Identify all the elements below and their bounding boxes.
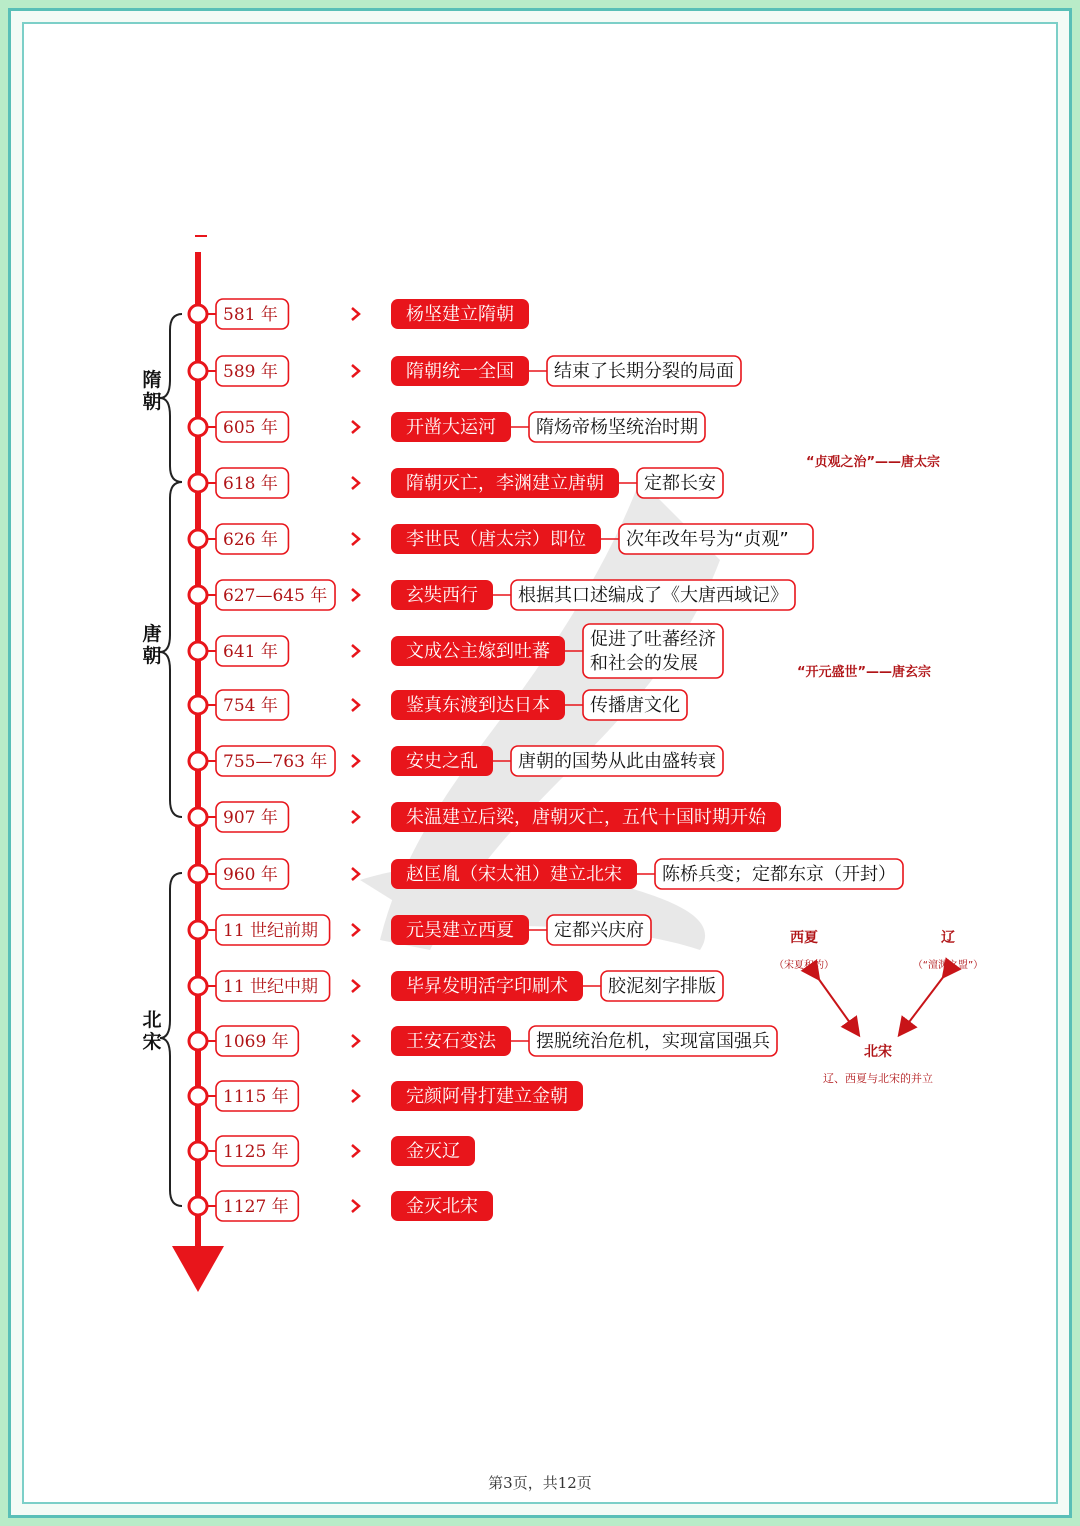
timeline-row [189,802,781,832]
chevron-right-icon [352,1200,359,1212]
relation-diagram [774,929,983,1085]
brace-sui [160,314,182,482]
event-label: 王安石变法 [406,1031,496,1052]
event-label: 文成公主嫁到吐蕃 [406,641,550,662]
timeline-row [189,1191,493,1221]
note-label: 次年改年号为“贞观” [626,529,789,550]
timeline-row [189,356,741,386]
year-label: 755—763 年 [223,752,328,772]
event-label: 完颜阿骨打建立金朝 [406,1086,568,1107]
relation-beisong: 北宋 [864,1044,892,1060]
timeline-row [189,624,723,678]
event-label: 杨坚建立隋朝 [406,304,514,325]
event-label: 金灭北宋 [406,1196,478,1217]
timeline-row [189,1026,777,1056]
timeline-node [189,642,207,660]
event-label: 毕昇发明活字印刷术 [406,976,568,997]
event-label: 玄奘西行 [406,585,478,606]
timeline-node [189,362,207,380]
timeline-row [189,746,723,776]
timeline-row [189,971,723,1001]
timeline-row [189,1136,475,1166]
chevron-right-icon [352,645,359,657]
note-label: 定都兴庆府 [554,920,644,941]
event-label: 鉴真东渡到达日本 [406,695,550,716]
event-label: 隋朝统一全国 [406,361,514,382]
year-label: 960 年 [223,865,278,885]
event-label: 开凿大运河 [406,417,496,438]
year-label: 1125 年 [223,1142,289,1162]
year-label: 641 年 [223,642,278,662]
note-label: 胶泥刻字排版 [608,976,716,997]
timeline-row [189,524,813,554]
note-label: 陈桥兵变；定都东京（开封） [662,864,896,885]
note-label: 传播唐文化 [590,695,680,716]
timeline-node [189,530,207,548]
chevron-right-icon [352,477,359,489]
chevron-right-icon [352,811,359,823]
annotation-zhenguan: “贞观之治”——唐太宗 [805,455,941,470]
timeline-row [189,1081,583,1111]
event-label: 隋朝灭亡，李渊建立唐朝 [406,473,604,494]
year-label: 1127 年 [223,1197,289,1217]
timeline-node [189,696,207,714]
year-label: 1069 年 [223,1032,289,1052]
relation-xixia-note: （宋夏和约） [774,960,834,971]
chevron-right-icon [352,1090,359,1102]
timeline-row [189,299,529,329]
relation-xixia: 西夏 [790,930,818,946]
dynasty-label: 北宋 [142,1009,162,1053]
timeline-node [189,808,207,826]
event-label: 安史之乱 [406,751,478,772]
timeline-row [189,580,795,610]
timeline-node [189,752,207,770]
year-label: 11 世纪前期 [223,921,319,941]
event-label: 金灭辽 [406,1141,460,1162]
dynasty-labels [142,368,161,1053]
timeline-node [189,1087,207,1105]
chevron-right-icon [352,308,359,320]
brace-tang [160,482,182,817]
chevron-right-icon [352,1035,359,1047]
event-label: 朱温建立后梁，唐朝灭亡，五代十国时期开始 [406,807,766,828]
year-label: 605 年 [223,418,278,438]
timeline-node [189,977,207,995]
relation-liao-note: （“澶渊之盟”） [912,960,984,971]
timeline-row [189,412,705,442]
chevron-right-icon [352,924,359,936]
timeline-node [189,865,207,883]
year-label: 907 年 [223,808,278,828]
timeline-node [189,921,207,939]
timeline-row [189,468,723,498]
timeline-node [189,1032,207,1050]
note-label: 结束了长期分裂的局面 [554,361,734,382]
chevron-right-icon [352,980,359,992]
note-label: 唐朝的国势从此由盛转衰 [518,751,716,772]
event-label: 元昊建立西夏 [406,920,514,941]
timeline-row [189,859,903,889]
annotation-kaiyuan: “开元盛世”——唐玄宗 [796,665,932,680]
chevron-right-icon [352,868,359,880]
timeline-node [189,1197,207,1215]
timeline-node [189,586,207,604]
year-label: 754 年 [223,696,278,716]
timeline-row [189,915,651,945]
page-footer: 第3页，共12页 [488,1474,592,1492]
timeline-node [189,1142,207,1160]
year-label: 11 世纪中期 [223,977,319,997]
note-label: 促进了吐蕃经济和社会的发展 [590,629,716,674]
chevron-right-icon [352,365,359,377]
timeline-node [189,305,207,323]
chevron-right-icon [352,533,359,545]
year-label: 618 年 [223,474,278,494]
timeline-node [189,474,207,492]
year-label: 589 年 [223,362,278,382]
year-label: 627—645 年 [223,586,328,606]
year-label: 581 年 [223,305,278,325]
relation-arrow-xixia [818,978,858,1034]
year-label: 1115 年 [223,1087,289,1107]
timeline-events [189,299,903,1221]
timeline-node [189,418,207,436]
note-label: 隋炀帝杨坚统治时期 [536,417,698,438]
chevron-right-icon [352,589,359,601]
brace-beisong [160,873,182,1206]
timeline-row [189,690,687,720]
note-label: 定都长安 [644,473,716,494]
relation-caption: 辽、西夏与北宋的并立 [823,1072,933,1085]
chevron-right-icon [352,755,359,767]
note-label: 摆脱统治危机，实现富国强兵 [536,1031,770,1052]
note-label: 根据其口述编成了《大唐西域记》 [518,585,788,606]
event-label: 李世民（唐太宗）即位 [406,529,586,550]
relation-arrow-liao [900,976,944,1034]
dynasty-label: 唐朝 [142,623,162,667]
year-label: 626 年 [223,530,278,550]
chevron-right-icon [352,421,359,433]
dynasty-label: 隋朝 [142,369,162,413]
chevron-right-icon [352,1145,359,1157]
relation-liao: 辽 [941,930,955,946]
timeline-arrow-head [172,1246,224,1292]
chevron-right-icon [352,699,359,711]
event-label: 赵匡胤（宋太祖）建立北宋 [406,864,622,885]
